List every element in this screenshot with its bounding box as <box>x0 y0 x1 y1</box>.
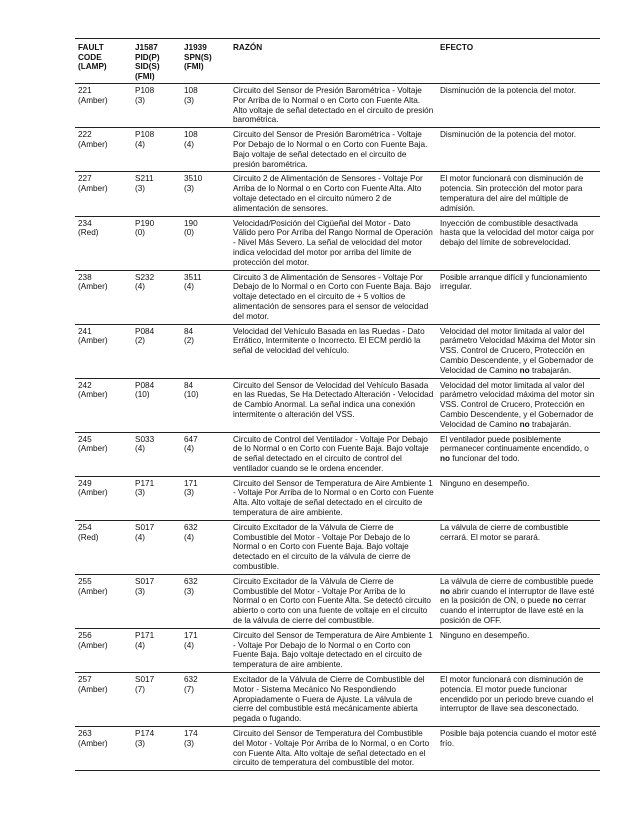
j1939-fmi: (10) <box>184 390 199 400</box>
j1939-spn: 190 <box>184 218 198 228</box>
j1587-pid: P108 <box>135 86 155 95</box>
fault-code-cell <box>75 216 132 270</box>
razon-cell <box>230 520 437 574</box>
efecto-text: Ninguno en desempeño. <box>440 630 530 640</box>
efecto-text: Disminución de la potencia del motor. <box>440 130 577 140</box>
j1587-cell <box>132 432 181 476</box>
efecto-cell <box>437 270 600 324</box>
fault-code-cell <box>75 673 132 727</box>
j1939-cell <box>181 574 230 628</box>
j1939-spn: 84 <box>184 326 194 336</box>
fault-code: 255 <box>78 576 92 586</box>
efecto-cell <box>437 216 600 270</box>
efecto-text: Posible baja potencia cuando el motor esté frío. <box>440 729 597 748</box>
j1939-spn: 84 <box>184 380 194 390</box>
table-row <box>75 378 600 432</box>
j1587-pid: S211 <box>135 174 154 184</box>
j1939-cell <box>181 378 230 432</box>
efecto-text: Velocidad del motor limitada al valor del parámetro Velocidad Máxima del Motor sin VSS. Control de Crucero, Protección en Cambio Descendente, y el Gobernador de Velocidad de Camino <box>440 326 596 375</box>
j1939-cell <box>181 84 230 128</box>
j1939-spn: 3511 <box>184 272 202 282</box>
razon-text: Excitador de la Válvula de Cierre de Combustible del Motor - Sistema Mecánico No Respondiendo Apropiadamente o Fuera de Ajuste. La válvula de cierre del combustible está mecánicamente abierta pegada o fugando. <box>233 675 425 724</box>
j1939-fmi: (4) <box>184 444 195 454</box>
table-row <box>75 270 600 324</box>
razon-text: Velocidad/Posición del Cigüeñal del Motor - Dato Válido pero Por Arriba del Rango Normal de Operación - Nivel Más Severo. La señal de velocidad del motor indica velocidad del motor por arriba del límite de protección del motor. <box>233 218 433 267</box>
efecto-cell <box>437 324 600 378</box>
fault-code-table <box>75 38 600 771</box>
j1587-cell <box>132 172 181 216</box>
efecto-text: trabajarán. <box>529 419 572 429</box>
j1587-pid: S017 <box>135 576 155 586</box>
j1587-cell <box>132 270 181 324</box>
fault-code-cell <box>75 172 132 216</box>
fault-code-cell <box>75 324 132 378</box>
header-razon: RAZÓN <box>230 39 437 84</box>
j1939-spn: 108 <box>184 86 198 95</box>
j1587-pid: P171 <box>135 478 155 488</box>
fault-code: 241 <box>78 326 92 336</box>
razon-cell <box>230 128 437 172</box>
j1587-pid: P171 <box>135 630 155 640</box>
j1939-spn: 174 <box>184 729 198 739</box>
table-row <box>75 432 600 476</box>
lamp-color: (Amber) <box>78 282 108 292</box>
j1939-fmi: (4) <box>184 640 195 650</box>
efecto-text: funcionar del todo. <box>450 454 520 464</box>
j1939-spn: 171 <box>184 630 198 640</box>
j1587-fmi: (3) <box>135 586 146 596</box>
j1939-fmi: (3) <box>184 488 195 498</box>
razon-text: Circuito Excitador de la Válvula de Cierre de Combustible del Motor - Voltaje Por Debajo de lo Normal o en Corto con Fuente Baja. Bajo voltaje detectado en el circuito de la válvula de cierre de combustible. <box>233 522 411 572</box>
j1587-fmi: (3) <box>135 738 146 748</box>
efecto-cell <box>437 520 600 574</box>
j1939-spn: 647 <box>184 434 198 444</box>
efecto-cell <box>437 628 600 672</box>
fault-code-cell <box>75 520 132 574</box>
lamp-color: (Amber) <box>78 488 108 498</box>
efecto-emphasis: no <box>519 365 530 375</box>
j1939-fmi: (3) <box>184 95 195 105</box>
header-efecto: EFECTO <box>437 39 600 84</box>
j1587-pid: S033 <box>135 434 155 444</box>
j1939-cell <box>181 727 230 771</box>
razon-cell <box>230 378 437 432</box>
j1939-cell <box>181 520 230 574</box>
table-header-row <box>75 39 600 84</box>
j1939-cell <box>181 172 230 216</box>
fault-code-cell <box>75 476 132 520</box>
table-row <box>75 324 600 378</box>
lamp-color: (Amber) <box>78 184 108 194</box>
j1587-pid: P190 <box>135 218 155 228</box>
table-row <box>75 673 600 727</box>
j1939-fmi: (0) <box>184 228 195 238</box>
lamp-color: (Amber) <box>78 586 108 596</box>
lamp-color: (Amber) <box>78 95 108 105</box>
efecto-text: La válvula de cierre de combustible puede <box>440 576 594 586</box>
j1939-fmi: (4) <box>184 532 195 542</box>
table-row <box>75 128 600 172</box>
fault-code: 257 <box>78 675 92 685</box>
efecto-cell <box>437 378 600 432</box>
j1587-cell <box>132 520 181 574</box>
lamp-color: (Amber) <box>78 139 108 149</box>
j1587-fmi: (10) <box>135 390 150 400</box>
j1587-fmi: (4) <box>135 640 146 650</box>
j1939-cell <box>181 324 230 378</box>
j1587-pid: P108 <box>135 130 155 140</box>
efecto-emphasis: no <box>440 586 451 596</box>
razon-cell <box>230 628 437 672</box>
header-j1939: J1939 SPN(S) (FMI) <box>181 39 230 84</box>
table-row <box>75 172 600 216</box>
fault-code: 256 <box>78 630 92 640</box>
efecto-text: El motor funcionará con disminución de potencia. El motor puede funcionar encendido por un periodo breve cuando el interruptor de llave sea desconectado. <box>440 675 594 714</box>
table-row <box>75 574 600 628</box>
efecto-text: abrir cuando el interruptor de llave esté en la posición de ON, o puede <box>440 586 595 606</box>
fault-code: 221 <box>78 86 92 95</box>
razon-cell <box>230 324 437 378</box>
efecto-text: El ventilador puede posiblemente permanecer continuamente encendido, o <box>440 434 589 454</box>
lamp-color: (Amber) <box>78 684 108 694</box>
j1587-pid: P174 <box>135 729 155 739</box>
j1587-fmi: (4) <box>135 139 146 149</box>
fault-code-cell <box>75 574 132 628</box>
fault-code: 227 <box>78 174 92 184</box>
fault-code-cell <box>75 727 132 771</box>
table-row <box>75 628 600 672</box>
efecto-cell <box>437 432 600 476</box>
fault-code-cell <box>75 432 132 476</box>
fault-code-cell <box>75 128 132 172</box>
razon-cell <box>230 574 437 628</box>
j1587-fmi: (4) <box>135 532 146 542</box>
efecto-cell <box>437 128 600 172</box>
efecto-text: El motor funcionará con disminución de potencia. Sin protección del motor para temperatura del aire del múltiple de admisión. <box>440 174 584 213</box>
razon-text: Circuito Excitador de la Válvula de Cierre de Combustible del Motor - Voltaje Por Arriba de lo Normal o en Corto con Fuente Alta. Se detectó circuito abierto o corto con una fuente de voltaje en el circuito de la válvula de cierre del combustible. <box>233 576 431 626</box>
lamp-color: (Red) <box>78 532 99 542</box>
j1587-fmi: (3) <box>135 184 146 194</box>
j1939-fmi: (4) <box>184 139 195 149</box>
j1939-spn: 632 <box>184 576 198 586</box>
j1587-pid: S017 <box>135 522 155 532</box>
j1939-cell <box>181 476 230 520</box>
j1587-cell <box>132 324 181 378</box>
j1587-cell <box>132 727 181 771</box>
j1939-fmi: (2) <box>184 336 195 346</box>
efecto-text: cerrar cuando el interruptor de llave esté en la posición de OFF. <box>440 596 587 626</box>
j1939-spn: 108 <box>184 130 198 140</box>
j1587-pid: P084 <box>135 380 155 390</box>
efecto-text: Posible arranque difícil y funcionamiento irregular. <box>440 272 588 292</box>
table-row <box>75 476 600 520</box>
j1939-fmi: (4) <box>184 282 195 292</box>
efecto-cell <box>437 727 600 771</box>
j1587-cell <box>132 628 181 672</box>
fault-code: 254 <box>78 522 92 532</box>
efecto-cell <box>437 673 600 727</box>
fault-code: 263 <box>78 729 92 739</box>
j1939-cell <box>181 216 230 270</box>
j1587-cell <box>132 673 181 727</box>
j1587-cell <box>132 574 181 628</box>
fault-code-cell <box>75 378 132 432</box>
razon-text: Velocidad del Vehículo Basada en las Ruedas - Dato Errático, Intermitente o Incorrecto. El ECM perdió la señal de velocidad del vehículo. <box>233 326 425 356</box>
j1587-cell <box>132 84 181 128</box>
j1587-cell <box>132 216 181 270</box>
fault-code-cell <box>75 628 132 672</box>
efecto-text: Velocidad del motor limitada al valor del parámetro velocidad máxima del motor sin VSS. Control de Crucero, Protección en Cambio Descendente, y el Gobernador de Velocidad de Camino <box>440 380 595 429</box>
j1939-spn: 3510 <box>184 174 203 184</box>
razon-cell <box>230 270 437 324</box>
efecto-emphasis: no <box>440 454 451 464</box>
table-row <box>75 84 600 128</box>
j1587-fmi: (0) <box>135 228 146 238</box>
j1587-fmi: (2) <box>135 336 146 346</box>
razon-text: Circuito 3 de Alimentación de Sensores - Voltaje Por Debajo de lo Normal o en Corto con Fuente Baja. Bajo voltaje detectado en el circuito de + 5 voltios de alimentación de sensores para el sensor de velocidad del motor. <box>233 272 431 321</box>
j1587-fmi: (3) <box>135 488 146 498</box>
razon-text: Circuito del Sensor de Velocidad del Vehículo Basada en las Ruedas, Se Ha Detectado Alteración - Velocidad de Cambio Anormal. La señal indica una conexión intermitente o alteración del VSS. <box>233 380 434 419</box>
j1587-pid: S232 <box>135 272 155 282</box>
efecto-text: Disminución de la potencia del motor. <box>440 86 577 95</box>
j1587-fmi: (4) <box>135 282 146 292</box>
lamp-color: (Amber) <box>78 738 108 748</box>
j1587-fmi: (4) <box>135 444 146 454</box>
fault-code: 249 <box>78 478 92 488</box>
efecto-cell <box>437 476 600 520</box>
header-j1587: J1587 PID(P) SID(S) (FMI) <box>132 39 181 84</box>
razon-cell <box>230 727 437 771</box>
j1939-spn: 171 <box>184 478 198 488</box>
j1587-cell <box>132 378 181 432</box>
razon-text: Circuito del Sensor de Presión Barométrica - Voltaje Por Arriba de lo Normal o en Corto con Fuente Alta. Alto voltaje de señal detectado en el circuito de presión barométrica. <box>233 86 434 125</box>
j1587-pid: P084 <box>135 326 155 336</box>
razon-text: Circuito de Control del Ventilador - Voltaje Por Debajo de lo Normal o en Corto con Fuente Baja. Bajo voltaje de señal detectado en el circuito de control del ventilador cuando se le ordena encender. <box>233 434 429 473</box>
j1587-cell <box>132 128 181 172</box>
j1939-cell <box>181 432 230 476</box>
j1939-spn: 632 <box>184 675 198 685</box>
j1939-cell <box>181 628 230 672</box>
lamp-color: (Amber) <box>78 444 108 454</box>
j1939-cell <box>181 128 230 172</box>
fault-code-cell <box>75 270 132 324</box>
efecto-cell <box>437 172 600 216</box>
j1587-pid: S017 <box>135 675 155 685</box>
razon-text: Circuito del Sensor de Temperatura del Combustible del Motor - Voltaje Por Arriba de lo Normal, o en Corto con Fuente Alta. Alto voltaje de señal detectado en el circuito de temperatura del combustible del motor. <box>233 729 430 768</box>
j1939-cell <box>181 673 230 727</box>
efecto-text: Inyección de combustible desactivada hasta que la velocidad del motor caiga por debajo del límite de sobrevelocidad. <box>440 218 594 248</box>
efecto-emphasis: no <box>552 596 563 606</box>
razon-cell <box>230 673 437 727</box>
table-body <box>75 84 600 771</box>
efecto-text: La válvula de cierre de combustible cerrará. El motor se parará. <box>440 522 569 542</box>
fault-code: 234 <box>78 218 92 228</box>
lamp-color: (Red) <box>78 228 99 238</box>
table-row <box>75 520 600 574</box>
j1939-spn: 632 <box>184 522 198 532</box>
efecto-text: trabajarán. <box>529 365 572 375</box>
fault-code-cell <box>75 84 132 128</box>
razon-text: Circuito del Sensor de Temperatura de Aire Ambiente 1 - Voltaje Por Debajo de lo Normal o en Corto con Fuente Baja. Bajo voltaje detectado en el circuito de temperatura de aire ambiente. <box>233 630 433 670</box>
j1587-fmi: (7) <box>135 684 146 694</box>
fault-code: 245 <box>78 434 92 444</box>
j1587-fmi: (3) <box>135 95 146 105</box>
j1939-cell <box>181 270 230 324</box>
razon-cell <box>230 216 437 270</box>
fault-code: 242 <box>78 380 92 390</box>
j1939-fmi: (3) <box>184 184 195 194</box>
lamp-color: (Amber) <box>78 390 108 400</box>
j1939-fmi: (3) <box>184 738 195 748</box>
razon-text: Circuito del Sensor de Presión Barométrica - Voltaje Por Debajo de lo Normal o en Corto con Fuente Baja. Bajo voltaje de señal detectado en el circuito de presión barométrica. <box>233 130 428 169</box>
j1939-fmi: (3) <box>184 586 195 596</box>
razon-cell <box>230 84 437 128</box>
razon-text: Circuito 2 de Alimentación de Sensores - Voltaje Por Arriba de lo Normal o en Corto con Fuente Alta. Alto voltaje detectado en el circuito número 2 de alimentación de sensores. <box>233 174 423 213</box>
fault-code: 222 <box>78 130 92 140</box>
efecto-cell <box>437 84 600 128</box>
efecto-emphasis: no <box>519 419 530 429</box>
table-row <box>75 727 600 771</box>
fault-code: 238 <box>78 272 92 282</box>
efecto-text: Ninguno en desempeño. <box>440 478 530 488</box>
header-fault-code: FAULT CODE (LAMP) <box>75 39 132 84</box>
lamp-color: (Amber) <box>78 640 108 650</box>
razon-cell <box>230 172 437 216</box>
razon-text: Circuito del Sensor de Temperatura de Aire Ambiente 1 - Voltaje Por Arriba de lo Normal o en Corto con Fuente Alta. Alto voltaje de señal detectado en el circuito de temperatura de aire ambiente. <box>233 478 434 518</box>
j1939-fmi: (7) <box>184 684 195 694</box>
lamp-color: (Amber) <box>78 336 108 346</box>
razon-cell <box>230 432 437 476</box>
j1587-cell <box>132 476 181 520</box>
efecto-cell <box>437 574 600 628</box>
table-row <box>75 216 600 270</box>
razon-cell <box>230 476 437 520</box>
